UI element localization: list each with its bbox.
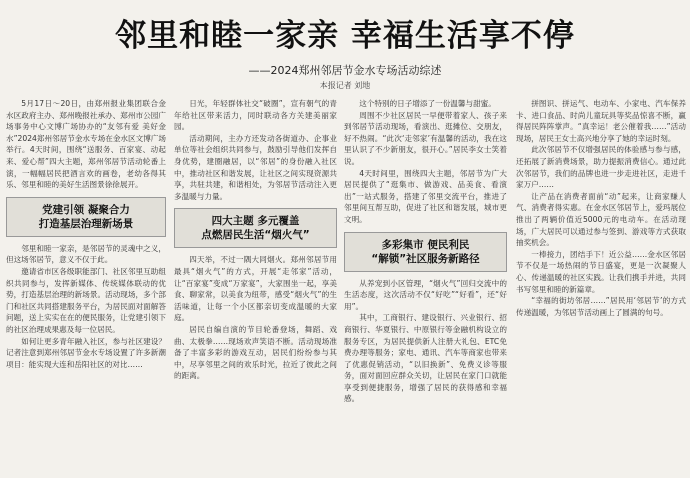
section-heading-box (344, 232, 507, 272)
article-column-4 (516, 98, 686, 476)
paragraph: 日光，年轻群体社交“破圈”，宣有朝气的青年给社区带来活力，同时联动各方关建美丽家园。 (174, 99, 337, 132)
article-column-3 (344, 98, 507, 476)
paragraph: 4天时间里，围绕四大主题，邻居节为广大居民提供了“逛集市、做游戏、品美食、看演出”一站式服务，搭建了邻里交流平台，推进了邻里间互帮互助，促进了社区和谐发展，城市更文明。 (344, 168, 507, 224)
section-heading-line: 点燃居民生活“烟火气” (201, 229, 310, 242)
paragraph: 周围不少社区居民一早便带着家人、孩子来到邻居节活动现场，看演出、逛摊位、交朋友，好不热闹。“此次‘走邻家’有温馨的活动，我在这里认识了不少新朋友，很开心。”居民李女士笑着说。 (344, 110, 507, 166)
section-heading-line: “解锁”社区服务新路径 (371, 252, 480, 265)
byline: 本报记者 刘地 (319, 81, 371, 90)
section-heading-line: 多彩集市 便民利民 (381, 238, 470, 251)
section-heading-line: 党建引领 凝聚合力 (42, 203, 130, 216)
paragraph: 其中，工商银行、建设银行、兴业银行、招商银行、华夏银行、中原银行等金融机构设立的服务专区，为居民提供新人注册大礼包、ETC免费办理等服务；家电、通讯、汽车等商家也带来了优惠促销活动，“以旧换新”、免费义诊等服务，面对面回应群众关切，让居民在家门口就能享受到便捷服务，增强了居民的获得感和幸福感。 (344, 313, 507, 404)
section-heading-line: 打造基层治理新场景 (38, 217, 134, 230)
paragraph: 活动期间，主办方还发动各街道办、企事业单位等社会组织共同参与，鼓励引导他们发挥自身优势，建圈融居，以“邻居”的身份融入社区中，推动社区和谐发展，让社区之间实现资源共享，共驻共建，和谐相处，为邻居节活动注入更多温暖与力量。 (174, 133, 337, 201)
paragraph: 从养宠到小区管理，“烟火气”回归交流中的生活态度，这次活动不仅“好吃”“好看”，还“好用”。 (344, 278, 507, 311)
paragraph: 此次邻居节不仅增强居民的体验感与参与感，还拓展了新消费场景，助力提振消费信心。通过此次邻居节，我们的品牌也进一步走进社区，走进千家万户…… (516, 145, 686, 190)
paragraph: 如何让更多青年融入社区，参与社区建设？记者注意到郑州邻居节金水专场设置了许多新潮项目：能实现大连和岳阳社区的对比…… (6, 336, 166, 369)
article-column-2 (174, 98, 337, 476)
paragraph: 一棒接力，团结手下！近公益……金水区邻居节不仅是一场热闹的节日盛宴，更是一次凝聚人心、传递温暖的社区实践。让我们携手并进，共同书写邻里和睦的新篇章。 (516, 249, 686, 294)
article-column-1 (6, 98, 166, 476)
headline: 邻里和睦一家亲 幸福生活享不停 (115, 18, 575, 54)
paragraph: 居民自编自演的节目轮番登场，舞蹈、戏曲、太极拳……现场欢声笑语不断。活动现场准备了丰富多彩的游戏互动，居民们纷纷参与其中，尽享邻里之间的欢乐时光，拉近了彼此之间的距离。 (174, 324, 337, 381)
paragraph: 邻里和睦一家亲，是邻居节的灵魂中之义，但这场邻居节，意义不仅于此。 (6, 243, 166, 265)
paragraph: 拼图识、拼运气、电动车、小家电、汽车保养卡、进口食品、时尚儿童玩具等奖品惊喜不断，赢得居民阵阵掌声。“真幸运！老公催着我……”活动现场，居民王女士高兴地分享了她的幸运时刻。 (516, 99, 686, 143)
section-heading-box (174, 208, 337, 248)
subheadline: ——2024郑州邻居节金水专场活动综述 (248, 64, 442, 77)
paragraph: 这个特别的日子增添了一份温馨与甜蜜。 (359, 99, 496, 108)
section-heading-box (6, 197, 166, 237)
paragraph: 5月17日～20日，由郑州报业集团联合金水区政府主办、郑州晚报社承办、郑州市公园广场事务中心文博广场协办的“友邻有爱 美好金水”2024郑州邻居节金水专场在金水区文博广场举行。4天时间，围绕“送服务、百家宴、动起来、爱心帮”四大主题，郑州邻居节活动轮番上演，一幅幅居民把酒言欢的画卷，老幼各得其乐、邻里和睦的美好生活图景徐徐展开。 (6, 99, 166, 190)
paragraph: 让产品在消费者面前“动”起来，让商家赚人气、消费者得实惠。在金水区邻居节上，爱玛展位推出了两辆价值近5000元的电动车。在活动现场，广大居民可以通过参与签到、游戏等方式获取抽奖机会。 (516, 191, 686, 248)
paragraph: “幸福的街坊邻居……”居民用‘邻居节’的方式传递温暖，为邻居节活动画上了圆满的句号。 (516, 296, 686, 317)
paragraph: 邀请省市区各级职能部门、社区邻里互助组织共同参与，发挥新媒体、传统媒体联动的优势，打造基层治理的新场景。活动现场，多个部门和社区共同搭建服务平台，为居民面对面解答问题，送上实实在在的便民服务，让党建引领下的社区治理成果惠及每一位居民。 (6, 266, 166, 334)
section-heading-line: 四大主题 多元覆盖 (211, 215, 300, 228)
paragraph: 四天举，不过一隅大同烟火。郑州邻居节用最具“烟火气”的方式，开展“走邻家”活动，让“百家宴”变成“万家宴”，大家围坐一起，享美食、聊家常，以美食为纽带，感受“烟火气”的生活味道，让每一个小区都亲切变成温暖的大家庭。 (174, 255, 337, 323)
